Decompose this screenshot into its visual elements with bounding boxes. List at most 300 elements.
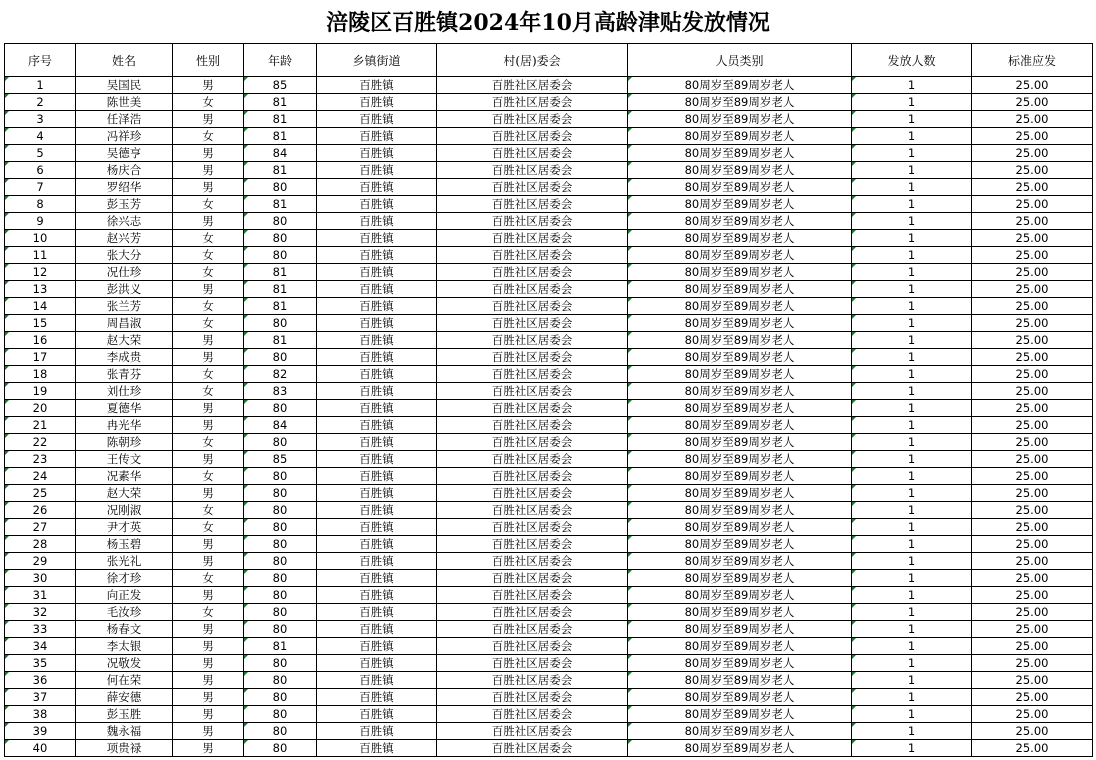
cell-category[interactable]: 80周岁至89周岁老人 <box>628 298 852 315</box>
cell-sex[interactable]: 男 <box>173 553 244 570</box>
cell-town[interactable]: 百胜镇 <box>317 349 437 366</box>
cell-sex[interactable]: 男 <box>173 451 244 468</box>
cell-no[interactable]: 13 <box>5 281 76 298</box>
cell-amount[interactable]: 25.00 <box>972 298 1093 315</box>
cell-name[interactable]: 毛汝珍 <box>76 604 173 621</box>
cell-category[interactable]: 80周岁至89周岁老人 <box>628 230 852 247</box>
cell-amount[interactable]: 25.00 <box>972 77 1093 94</box>
cell-village[interactable]: 百胜社区居委会 <box>437 672 628 689</box>
cell-age[interactable]: 80 <box>244 723 317 740</box>
cell-count[interactable]: 1 <box>852 94 972 111</box>
cell-village[interactable]: 百胜社区居委会 <box>437 366 628 383</box>
cell-name[interactable]: 王传文 <box>76 451 173 468</box>
cell-age[interactable]: 83 <box>244 383 317 400</box>
cell-amount[interactable]: 25.00 <box>972 196 1093 213</box>
cell-village[interactable]: 百胜社区居委会 <box>437 128 628 145</box>
cell-count[interactable]: 1 <box>852 689 972 706</box>
cell-town[interactable]: 百胜镇 <box>317 196 437 213</box>
cell-no[interactable]: 26 <box>5 502 76 519</box>
cell-amount[interactable]: 25.00 <box>972 570 1093 587</box>
cell-village[interactable]: 百胜社区居委会 <box>437 417 628 434</box>
cell-count[interactable]: 1 <box>852 247 972 264</box>
cell-category[interactable]: 80周岁至89周岁老人 <box>628 417 852 434</box>
cell-name[interactable]: 彭玉芳 <box>76 196 173 213</box>
cell-village[interactable]: 百胜社区居委会 <box>437 281 628 298</box>
cell-name[interactable]: 吴德亨 <box>76 145 173 162</box>
cell-name[interactable]: 冯祥珍 <box>76 128 173 145</box>
cell-category[interactable]: 80周岁至89周岁老人 <box>628 349 852 366</box>
cell-no[interactable]: 25 <box>5 485 76 502</box>
cell-village[interactable]: 百胜社区居委会 <box>437 587 628 604</box>
cell-count[interactable]: 1 <box>852 77 972 94</box>
cell-category[interactable]: 80周岁至89周岁老人 <box>628 740 852 757</box>
cell-name[interactable]: 吴国民 <box>76 77 173 94</box>
cell-age[interactable]: 80 <box>244 706 317 723</box>
cell-no[interactable]: 38 <box>5 706 76 723</box>
cell-count[interactable]: 1 <box>852 383 972 400</box>
cell-town[interactable]: 百胜镇 <box>317 655 437 672</box>
cell-name[interactable]: 刘仕珍 <box>76 383 173 400</box>
cell-age[interactable]: 80 <box>244 468 317 485</box>
cell-name[interactable]: 况刚淑 <box>76 502 173 519</box>
cell-town[interactable]: 百胜镇 <box>317 417 437 434</box>
cell-name[interactable]: 张青芬 <box>76 366 173 383</box>
cell-village[interactable]: 百胜社区居委会 <box>437 740 628 757</box>
cell-amount[interactable]: 25.00 <box>972 315 1093 332</box>
cell-sex[interactable]: 男 <box>173 332 244 349</box>
cell-village[interactable]: 百胜社区居委会 <box>437 213 628 230</box>
cell-age[interactable]: 80 <box>244 519 317 536</box>
cell-sex[interactable]: 男 <box>173 536 244 553</box>
cell-village[interactable]: 百胜社区居委会 <box>437 485 628 502</box>
cell-no[interactable]: 39 <box>5 723 76 740</box>
cell-age[interactable]: 80 <box>244 655 317 672</box>
cell-amount[interactable]: 25.00 <box>972 366 1093 383</box>
cell-age[interactable]: 81 <box>244 196 317 213</box>
cell-category[interactable]: 80周岁至89周岁老人 <box>628 604 852 621</box>
cell-category[interactable]: 80周岁至89周岁老人 <box>628 587 852 604</box>
cell-category[interactable]: 80周岁至89周岁老人 <box>628 485 852 502</box>
cell-sex[interactable]: 男 <box>173 417 244 434</box>
cell-category[interactable]: 80周岁至89周岁老人 <box>628 315 852 332</box>
header-cell-no[interactable]: 序号 <box>5 44 76 77</box>
cell-name[interactable]: 薛安德 <box>76 689 173 706</box>
cell-sex[interactable]: 男 <box>173 723 244 740</box>
cell-sex[interactable]: 男 <box>173 587 244 604</box>
header-cell-category[interactable]: 人员类别 <box>628 44 852 77</box>
cell-village[interactable]: 百胜社区居委会 <box>437 179 628 196</box>
cell-name[interactable]: 夏德华 <box>76 400 173 417</box>
cell-count[interactable]: 1 <box>852 332 972 349</box>
cell-count[interactable]: 1 <box>852 111 972 128</box>
cell-age[interactable]: 80 <box>244 570 317 587</box>
cell-town[interactable]: 百胜镇 <box>317 723 437 740</box>
cell-count[interactable]: 1 <box>852 570 972 587</box>
cell-age[interactable]: 81 <box>244 298 317 315</box>
cell-age[interactable]: 85 <box>244 451 317 468</box>
cell-town[interactable]: 百胜镇 <box>317 281 437 298</box>
cell-age[interactable]: 85 <box>244 77 317 94</box>
cell-town[interactable]: 百胜镇 <box>317 502 437 519</box>
cell-village[interactable]: 百胜社区居委会 <box>437 706 628 723</box>
cell-category[interactable]: 80周岁至89周岁老人 <box>628 434 852 451</box>
cell-count[interactable]: 1 <box>852 587 972 604</box>
cell-town[interactable]: 百胜镇 <box>317 383 437 400</box>
cell-count[interactable]: 1 <box>852 740 972 757</box>
cell-village[interactable]: 百胜社区居委会 <box>437 689 628 706</box>
cell-amount[interactable]: 25.00 <box>972 94 1093 111</box>
cell-no[interactable]: 15 <box>5 315 76 332</box>
cell-village[interactable]: 百胜社区居委会 <box>437 230 628 247</box>
cell-name[interactable]: 况敬发 <box>76 655 173 672</box>
cell-age[interactable]: 80 <box>244 740 317 757</box>
cell-category[interactable]: 80周岁至89周岁老人 <box>628 553 852 570</box>
cell-count[interactable]: 1 <box>852 553 972 570</box>
cell-count[interactable]: 1 <box>852 366 972 383</box>
cell-village[interactable]: 百胜社区居委会 <box>437 264 628 281</box>
cell-village[interactable]: 百胜社区居委会 <box>437 332 628 349</box>
cell-amount[interactable]: 25.00 <box>972 349 1093 366</box>
cell-no[interactable]: 7 <box>5 179 76 196</box>
cell-sex[interactable]: 男 <box>173 213 244 230</box>
cell-amount[interactable]: 25.00 <box>972 145 1093 162</box>
cell-amount[interactable]: 25.00 <box>972 247 1093 264</box>
cell-age[interactable]: 80 <box>244 689 317 706</box>
cell-village[interactable]: 百胜社区居委会 <box>437 519 628 536</box>
cell-town[interactable]: 百胜镇 <box>317 111 437 128</box>
cell-count[interactable]: 1 <box>852 502 972 519</box>
cell-category[interactable]: 80周岁至89周岁老人 <box>628 264 852 281</box>
cell-town[interactable]: 百胜镇 <box>317 400 437 417</box>
cell-age[interactable]: 80 <box>244 400 317 417</box>
cell-sex[interactable]: 男 <box>173 621 244 638</box>
cell-sex[interactable]: 女 <box>173 570 244 587</box>
cell-category[interactable]: 80周岁至89周岁老人 <box>628 111 852 128</box>
cell-town[interactable]: 百胜镇 <box>317 672 437 689</box>
cell-village[interactable]: 百胜社区居委会 <box>437 570 628 587</box>
cell-no[interactable]: 19 <box>5 383 76 400</box>
cell-village[interactable]: 百胜社区居委会 <box>437 145 628 162</box>
cell-town[interactable]: 百胜镇 <box>317 468 437 485</box>
cell-no[interactable]: 11 <box>5 247 76 264</box>
cell-age[interactable]: 80 <box>244 349 317 366</box>
cell-town[interactable]: 百胜镇 <box>317 128 437 145</box>
cell-amount[interactable]: 25.00 <box>972 587 1093 604</box>
cell-village[interactable]: 百胜社区居委会 <box>437 315 628 332</box>
cell-village[interactable]: 百胜社区居委会 <box>437 638 628 655</box>
cell-town[interactable]: 百胜镇 <box>317 604 437 621</box>
cell-village[interactable]: 百胜社区居委会 <box>437 400 628 417</box>
cell-town[interactable]: 百胜镇 <box>317 213 437 230</box>
cell-category[interactable]: 80周岁至89周岁老人 <box>628 655 852 672</box>
cell-name[interactable]: 徐才珍 <box>76 570 173 587</box>
cell-age[interactable]: 81 <box>244 264 317 281</box>
cell-category[interactable]: 80周岁至89周岁老人 <box>628 638 852 655</box>
cell-name[interactable]: 赵兴芳 <box>76 230 173 247</box>
cell-category[interactable]: 80周岁至89周岁老人 <box>628 383 852 400</box>
cell-name[interactable]: 况仕珍 <box>76 264 173 281</box>
cell-name[interactable]: 何在荣 <box>76 672 173 689</box>
cell-amount[interactable]: 25.00 <box>972 655 1093 672</box>
cell-sex[interactable]: 女 <box>173 434 244 451</box>
cell-town[interactable]: 百胜镇 <box>317 621 437 638</box>
cell-sex[interactable]: 女 <box>173 468 244 485</box>
cell-amount[interactable]: 25.00 <box>972 485 1093 502</box>
cell-amount[interactable]: 25.00 <box>972 740 1093 757</box>
cell-village[interactable]: 百胜社区居委会 <box>437 723 628 740</box>
cell-village[interactable]: 百胜社区居委会 <box>437 94 628 111</box>
cell-town[interactable]: 百胜镇 <box>317 706 437 723</box>
cell-no[interactable]: 35 <box>5 655 76 672</box>
cell-sex[interactable]: 男 <box>173 349 244 366</box>
cell-no[interactable]: 3 <box>5 111 76 128</box>
cell-town[interactable]: 百胜镇 <box>317 230 437 247</box>
cell-sex[interactable]: 女 <box>173 315 244 332</box>
cell-no[interactable]: 5 <box>5 145 76 162</box>
cell-amount[interactable]: 25.00 <box>972 417 1093 434</box>
cell-name[interactable]: 周昌淑 <box>76 315 173 332</box>
cell-sex[interactable]: 男 <box>173 672 244 689</box>
cell-count[interactable]: 1 <box>852 281 972 298</box>
cell-town[interactable]: 百胜镇 <box>317 553 437 570</box>
cell-town[interactable]: 百胜镇 <box>317 145 437 162</box>
cell-name[interactable]: 任泽浩 <box>76 111 173 128</box>
cell-name[interactable]: 张大分 <box>76 247 173 264</box>
cell-age[interactable]: 81 <box>244 638 317 655</box>
cell-town[interactable]: 百胜镇 <box>317 315 437 332</box>
cell-age[interactable]: 81 <box>244 281 317 298</box>
cell-age[interactable]: 81 <box>244 94 317 111</box>
cell-sex[interactable]: 男 <box>173 706 244 723</box>
cell-no[interactable]: 33 <box>5 621 76 638</box>
cell-sex[interactable]: 女 <box>173 298 244 315</box>
cell-count[interactable]: 1 <box>852 417 972 434</box>
cell-village[interactable]: 百胜社区居委会 <box>437 468 628 485</box>
cell-sex[interactable]: 男 <box>173 638 244 655</box>
cell-count[interactable]: 1 <box>852 400 972 417</box>
cell-category[interactable]: 80周岁至89周岁老人 <box>628 213 852 230</box>
cell-name[interactable]: 李成贵 <box>76 349 173 366</box>
cell-no[interactable]: 16 <box>5 332 76 349</box>
cell-no[interactable]: 28 <box>5 536 76 553</box>
cell-amount[interactable]: 25.00 <box>972 111 1093 128</box>
cell-category[interactable]: 80周岁至89周岁老人 <box>628 400 852 417</box>
cell-age[interactable]: 80 <box>244 315 317 332</box>
cell-town[interactable]: 百胜镇 <box>317 332 437 349</box>
cell-count[interactable]: 1 <box>852 434 972 451</box>
cell-amount[interactable]: 25.00 <box>972 553 1093 570</box>
cell-no[interactable]: 40 <box>5 740 76 757</box>
cell-name[interactable]: 杨春文 <box>76 621 173 638</box>
cell-count[interactable]: 1 <box>852 298 972 315</box>
header-cell-village[interactable]: 村(居)委会 <box>437 44 628 77</box>
cell-no[interactable]: 29 <box>5 553 76 570</box>
cell-age[interactable]: 80 <box>244 247 317 264</box>
cell-age[interactable]: 80 <box>244 621 317 638</box>
cell-no[interactable]: 1 <box>5 77 76 94</box>
cell-count[interactable]: 1 <box>852 315 972 332</box>
cell-count[interactable]: 1 <box>852 179 972 196</box>
cell-sex[interactable]: 女 <box>173 604 244 621</box>
header-cell-name[interactable]: 姓名 <box>76 44 173 77</box>
cell-no[interactable]: 17 <box>5 349 76 366</box>
cell-village[interactable]: 百胜社区居委会 <box>437 349 628 366</box>
cell-amount[interactable]: 25.00 <box>972 213 1093 230</box>
cell-village[interactable]: 百胜社区居委会 <box>437 298 628 315</box>
cell-amount[interactable]: 25.00 <box>972 689 1093 706</box>
cell-no[interactable]: 18 <box>5 366 76 383</box>
cell-name[interactable]: 尹才英 <box>76 519 173 536</box>
cell-village[interactable]: 百胜社区居委会 <box>437 604 628 621</box>
cell-town[interactable]: 百胜镇 <box>317 485 437 502</box>
cell-village[interactable]: 百胜社区居委会 <box>437 434 628 451</box>
cell-count[interactable]: 1 <box>852 723 972 740</box>
cell-count[interactable]: 1 <box>852 655 972 672</box>
cell-town[interactable]: 百胜镇 <box>317 434 437 451</box>
cell-sex[interactable]: 男 <box>173 145 244 162</box>
cell-sex[interactable]: 女 <box>173 383 244 400</box>
cell-no[interactable]: 8 <box>5 196 76 213</box>
cell-amount[interactable]: 25.00 <box>972 162 1093 179</box>
cell-town[interactable]: 百胜镇 <box>317 689 437 706</box>
cell-category[interactable]: 80周岁至89周岁老人 <box>628 723 852 740</box>
cell-sex[interactable]: 女 <box>173 264 244 281</box>
cell-category[interactable]: 80周岁至89周岁老人 <box>628 128 852 145</box>
cell-name[interactable]: 杨玉碧 <box>76 536 173 553</box>
cell-name[interactable]: 赵大荣 <box>76 332 173 349</box>
cell-category[interactable]: 80周岁至89周岁老人 <box>628 519 852 536</box>
cell-sex[interactable]: 男 <box>173 111 244 128</box>
header-cell-sex[interactable]: 性别 <box>173 44 244 77</box>
cell-age[interactable]: 81 <box>244 332 317 349</box>
cell-no[interactable]: 4 <box>5 128 76 145</box>
cell-sex[interactable]: 女 <box>173 128 244 145</box>
cell-count[interactable]: 1 <box>852 162 972 179</box>
cell-amount[interactable]: 25.00 <box>972 621 1093 638</box>
cell-count[interactable]: 1 <box>852 230 972 247</box>
cell-count[interactable]: 1 <box>852 621 972 638</box>
cell-town[interactable]: 百胜镇 <box>317 366 437 383</box>
cell-village[interactable]: 百胜社区居委会 <box>437 77 628 94</box>
cell-count[interactable]: 1 <box>852 536 972 553</box>
cell-town[interactable]: 百胜镇 <box>317 247 437 264</box>
cell-count[interactable]: 1 <box>852 145 972 162</box>
cell-sex[interactable]: 男 <box>173 400 244 417</box>
cell-no[interactable]: 21 <box>5 417 76 434</box>
cell-category[interactable]: 80周岁至89周岁老人 <box>628 366 852 383</box>
cell-no[interactable]: 30 <box>5 570 76 587</box>
cell-amount[interactable]: 25.00 <box>972 468 1093 485</box>
cell-count[interactable]: 1 <box>852 519 972 536</box>
cell-amount[interactable]: 25.00 <box>972 128 1093 145</box>
cell-count[interactable]: 1 <box>852 672 972 689</box>
cell-village[interactable]: 百胜社区居委会 <box>437 451 628 468</box>
cell-town[interactable]: 百胜镇 <box>317 451 437 468</box>
cell-category[interactable]: 80周岁至89周岁老人 <box>628 179 852 196</box>
cell-age[interactable]: 81 <box>244 162 317 179</box>
cell-no[interactable]: 22 <box>5 434 76 451</box>
cell-amount[interactable]: 25.00 <box>972 281 1093 298</box>
cell-village[interactable]: 百胜社区居委会 <box>437 162 628 179</box>
cell-sex[interactable]: 男 <box>173 485 244 502</box>
cell-sex[interactable]: 男 <box>173 179 244 196</box>
cell-category[interactable]: 80周岁至89周岁老人 <box>628 162 852 179</box>
cell-village[interactable]: 百胜社区居委会 <box>437 247 628 264</box>
cell-age[interactable]: 81 <box>244 128 317 145</box>
cell-category[interactable]: 80周岁至89周岁老人 <box>628 672 852 689</box>
cell-category[interactable]: 80周岁至89周岁老人 <box>628 145 852 162</box>
cell-town[interactable]: 百胜镇 <box>317 264 437 281</box>
cell-no[interactable]: 27 <box>5 519 76 536</box>
cell-name[interactable]: 罗绍华 <box>76 179 173 196</box>
cell-no[interactable]: 20 <box>5 400 76 417</box>
cell-category[interactable]: 80周岁至89周岁老人 <box>628 451 852 468</box>
header-cell-town[interactable]: 乡镇街道 <box>317 44 437 77</box>
cell-name[interactable]: 徐兴志 <box>76 213 173 230</box>
cell-name[interactable]: 李太银 <box>76 638 173 655</box>
cell-count[interactable]: 1 <box>852 451 972 468</box>
cell-age[interactable]: 84 <box>244 145 317 162</box>
cell-amount[interactable]: 25.00 <box>972 264 1093 281</box>
cell-age[interactable]: 80 <box>244 672 317 689</box>
cell-sex[interactable]: 男 <box>173 740 244 757</box>
cell-village[interactable]: 百胜社区居委会 <box>437 553 628 570</box>
cell-category[interactable]: 80周岁至89周岁老人 <box>628 332 852 349</box>
cell-count[interactable]: 1 <box>852 213 972 230</box>
cell-age[interactable]: 80 <box>244 502 317 519</box>
cell-sex[interactable]: 女 <box>173 519 244 536</box>
cell-name[interactable]: 杨庆合 <box>76 162 173 179</box>
cell-category[interactable]: 80周岁至89周岁老人 <box>628 689 852 706</box>
cell-town[interactable]: 百胜镇 <box>317 740 437 757</box>
cell-category[interactable]: 80周岁至89周岁老人 <box>628 502 852 519</box>
cell-count[interactable]: 1 <box>852 128 972 145</box>
cell-category[interactable]: 80周岁至89周岁老人 <box>628 281 852 298</box>
cell-name[interactable]: 彭洪义 <box>76 281 173 298</box>
cell-name[interactable]: 张光礼 <box>76 553 173 570</box>
cell-category[interactable]: 80周岁至89周岁老人 <box>628 94 852 111</box>
cell-name[interactable]: 陈世美 <box>76 94 173 111</box>
cell-amount[interactable]: 25.00 <box>972 604 1093 621</box>
cell-no[interactable]: 34 <box>5 638 76 655</box>
cell-village[interactable]: 百胜社区居委会 <box>437 655 628 672</box>
cell-age[interactable]: 82 <box>244 366 317 383</box>
cell-no[interactable]: 32 <box>5 604 76 621</box>
cell-amount[interactable]: 25.00 <box>972 502 1093 519</box>
cell-sex[interactable]: 男 <box>173 281 244 298</box>
cell-age[interactable]: 80 <box>244 553 317 570</box>
cell-count[interactable]: 1 <box>852 196 972 213</box>
header-cell-amount[interactable]: 标准应发 <box>972 44 1093 77</box>
cell-no[interactable]: 36 <box>5 672 76 689</box>
cell-town[interactable]: 百胜镇 <box>317 94 437 111</box>
cell-no[interactable]: 10 <box>5 230 76 247</box>
cell-village[interactable]: 百胜社区居委会 <box>437 111 628 128</box>
cell-town[interactable]: 百胜镇 <box>317 536 437 553</box>
cell-village[interactable]: 百胜社区居委会 <box>437 196 628 213</box>
cell-category[interactable]: 80周岁至89周岁老人 <box>628 247 852 264</box>
cell-no[interactable]: 23 <box>5 451 76 468</box>
cell-name[interactable]: 陈朝珍 <box>76 434 173 451</box>
cell-town[interactable]: 百胜镇 <box>317 519 437 536</box>
cell-no[interactable]: 24 <box>5 468 76 485</box>
cell-town[interactable]: 百胜镇 <box>317 179 437 196</box>
cell-sex[interactable]: 男 <box>173 77 244 94</box>
cell-name[interactable]: 项贵禄 <box>76 740 173 757</box>
cell-category[interactable]: 80周岁至89周岁老人 <box>628 706 852 723</box>
cell-no[interactable]: 37 <box>5 689 76 706</box>
cell-amount[interactable]: 25.00 <box>972 672 1093 689</box>
